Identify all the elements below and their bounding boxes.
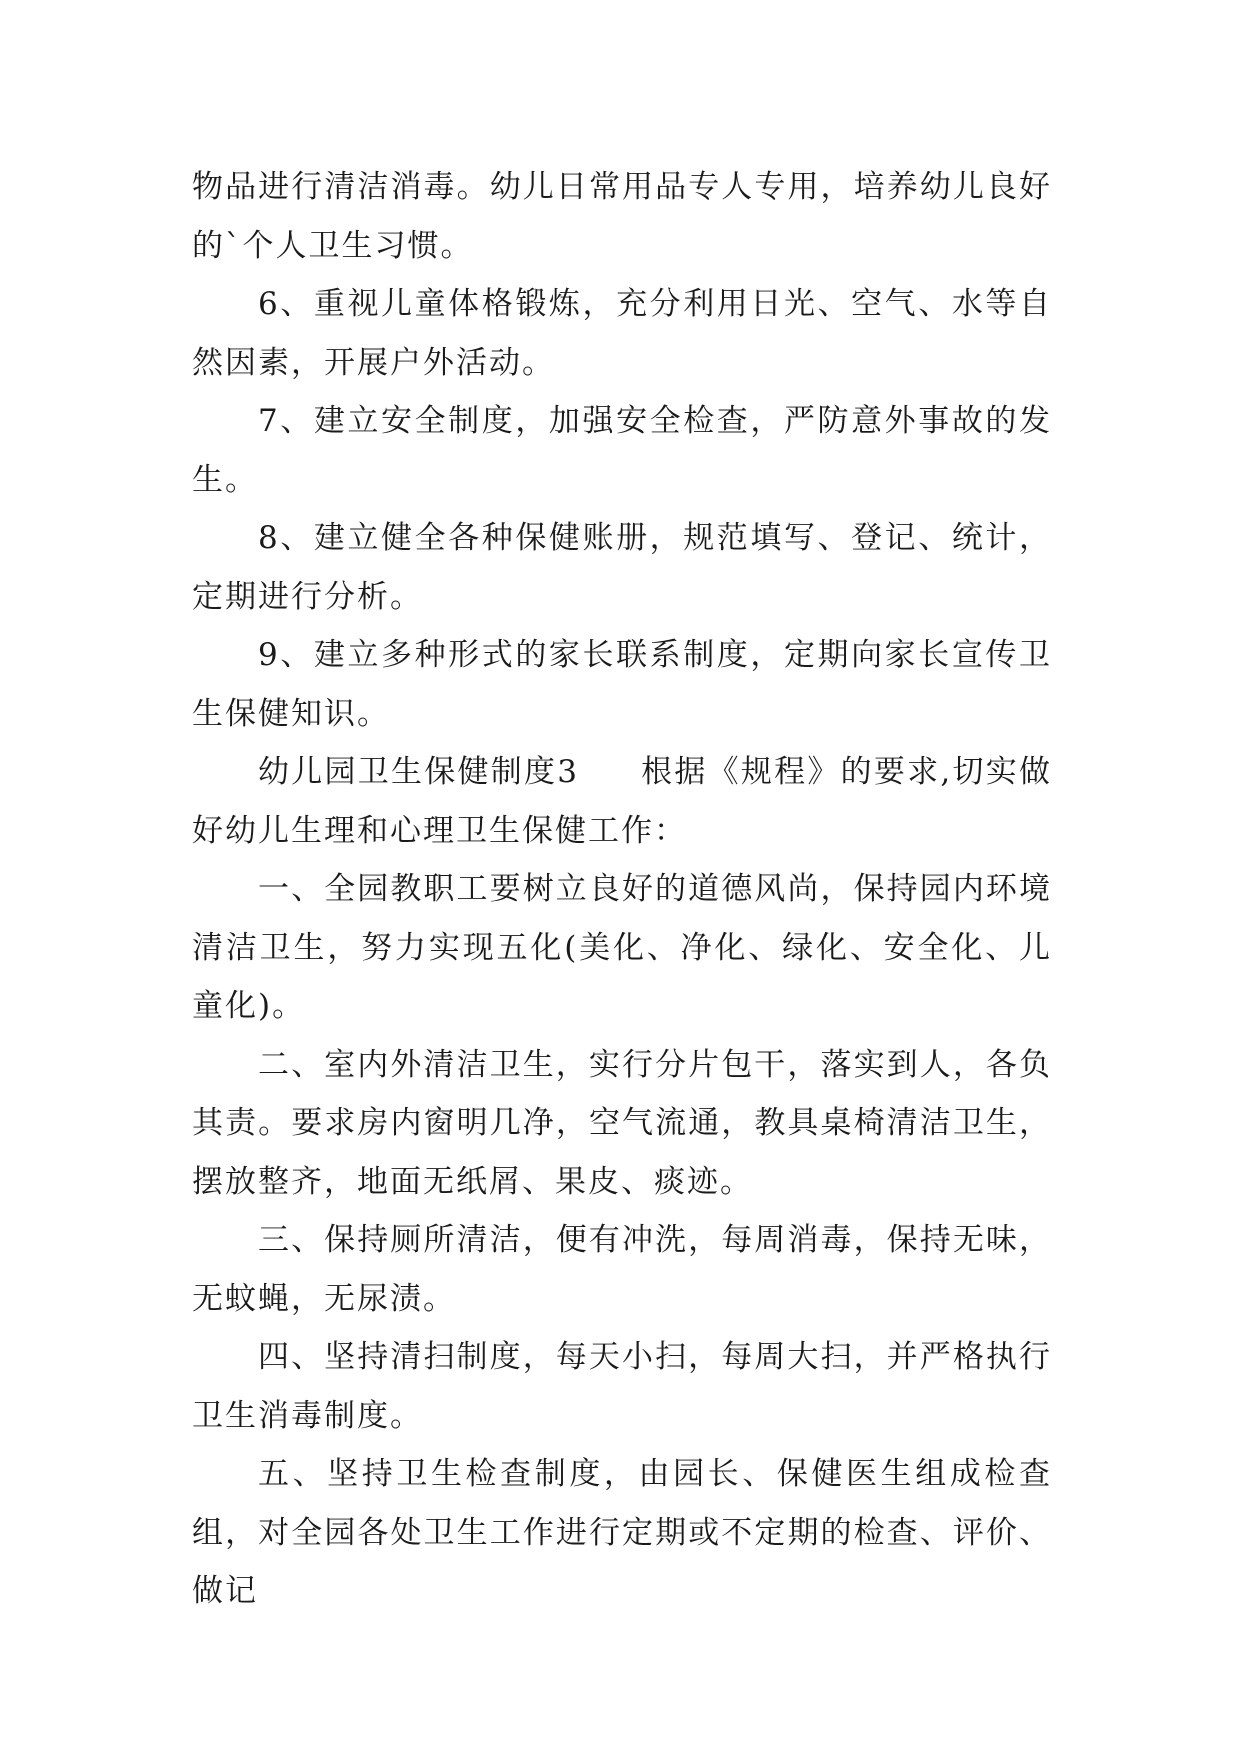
paragraph-item-9: 9、建立多种形式的家长联系制度，定期向家长宣传卫生保健知识。	[192, 637, 1052, 732]
paragraph-item-7: 7、建立安全制度，加强安全检查，严防意外事故的发生。	[192, 403, 1052, 498]
paragraph-rule-1: 一、全园教职工要树立良好的道德风尚，保持园内环境清洁卫生，努力实现五化(美化、净化、绿化、安全化、儿童化)。	[192, 871, 1052, 1024]
paragraph-rule-5: 五、坚持卫生检查制度，由园长、保健医生组成检查组，对全园各处卫生工作进行定期或不定期的检查、评价、做记	[192, 1456, 1052, 1609]
paragraph-rule-3: 三、保持厕所清洁，便有冲洗，每周消毒，保持无味，无蚊蝇，无尿渍。	[192, 1222, 1052, 1317]
paragraph-continued: 物品进行清洁消毒。幼儿日常用品专人专用，培养幼儿良好的`个人卫生习惯。	[192, 169, 1052, 264]
document-body	[192, 158, 1052, 1621]
paragraph-rule-2: 二、室内外清洁卫生，实行分片包干，落实到人，各负其责。要求房内窗明几净，空气流通，教具桌椅清洁卫生，摆放整齐，地面无纸屑、果皮、痰迹。	[192, 1046, 1052, 1200]
section-intro: 根据《规程》的要求,切实做好幼儿生理和心理卫生保健工作：	[192, 754, 1052, 849]
paragraph-section-heading	[192, 743, 1052, 860]
paragraph-rule-4: 四、坚持清扫制度，每天小扫，每周大扫，并严格执行卫生消毒制度。	[192, 1339, 1052, 1434]
paragraph-item-8: 8、建立健全各种保健账册，规范填写、登记、统计，定期进行分析。	[192, 520, 1052, 615]
paragraph-item-6: 6、重视儿童体格锻炼，充分利用日光、空气、水等自然因素，开展户外活动。	[192, 286, 1052, 381]
section-heading: 幼儿园卫生保健制度3	[258, 754, 579, 790]
